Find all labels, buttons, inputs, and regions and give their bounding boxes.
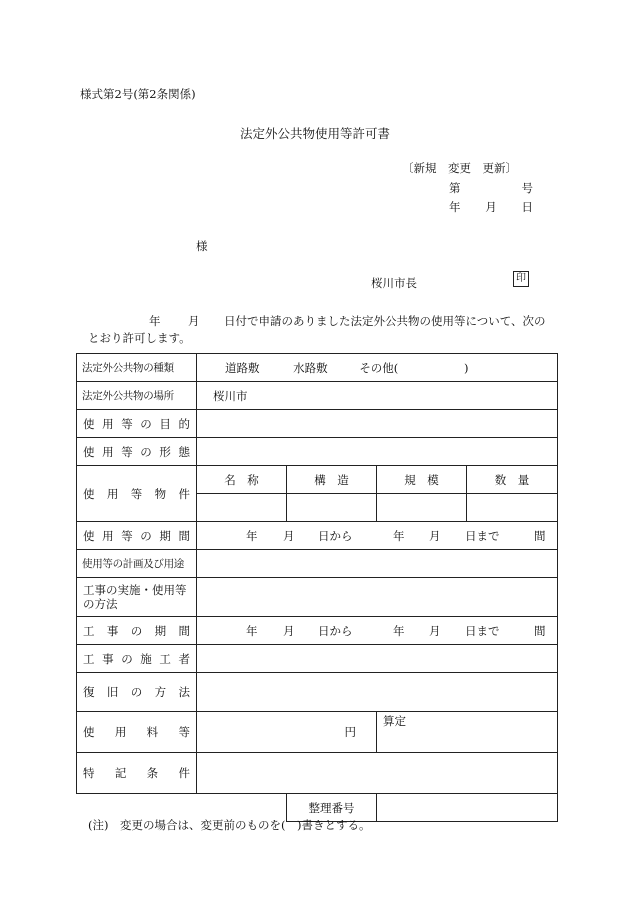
period-to-month: 月 xyxy=(429,528,441,543)
form-id: 様式第2号(第2条関係) xyxy=(80,87,196,101)
period-from-day: 日から xyxy=(318,528,353,543)
number-prefix: 第 xyxy=(449,181,461,195)
addressee: 様 xyxy=(196,239,208,253)
work-from-day: 日から xyxy=(318,623,353,638)
form-value[interactable] xyxy=(197,438,558,466)
structure-value[interactable] xyxy=(287,494,377,522)
fee-value[interactable] xyxy=(197,712,377,753)
table-row xyxy=(77,753,558,794)
work-to-day: 日まで xyxy=(465,623,500,638)
work-period-label: 工事の期間 xyxy=(77,617,197,645)
plan-value[interactable] xyxy=(197,550,558,578)
document-number xyxy=(449,180,533,196)
fee-calc-label: 算定 xyxy=(383,714,406,728)
fee-unit: 円 xyxy=(344,725,356,739)
col-structure: 構 造 xyxy=(287,466,377,494)
purpose-label: 使用等の目的 xyxy=(77,410,197,438)
table-row xyxy=(77,410,558,438)
kind-value[interactable] xyxy=(197,354,558,382)
method-value[interactable] xyxy=(197,578,558,617)
issuer: 桜川市長 xyxy=(371,276,417,290)
quantity-value[interactable] xyxy=(467,494,558,522)
form-label: 使用等の形態 xyxy=(77,438,197,466)
period-label: 使用等の期間 xyxy=(77,522,197,550)
period-to-day: 日まで xyxy=(465,528,500,543)
ref-label: 整理番号 xyxy=(287,794,377,822)
period-value[interactable] xyxy=(197,522,558,550)
purpose-value[interactable] xyxy=(197,410,558,438)
fee-label: 使用料等 xyxy=(77,712,197,753)
kind-option-water: 水路敷 xyxy=(293,360,328,375)
work-span: 間 xyxy=(534,623,546,638)
date-year: 年 xyxy=(449,200,461,214)
issue-date xyxy=(449,199,533,215)
period-span: 間 xyxy=(534,528,546,543)
table-row xyxy=(77,673,558,712)
permit-table xyxy=(76,353,558,822)
date-day: 日 xyxy=(521,200,533,214)
kind-option-close: ) xyxy=(463,360,469,375)
col-scale: 規 模 xyxy=(377,466,467,494)
period-from-month: 月 xyxy=(283,528,295,543)
application-types: 〔新規 変更 更新〕 xyxy=(402,161,517,175)
intro-line-2: とおり許可します。 xyxy=(88,331,191,345)
work-from-month: 月 xyxy=(283,623,295,638)
number-suffix: 号 xyxy=(521,181,533,195)
col-name: 名 称 xyxy=(197,466,287,494)
kind-option-road: 道路敷 xyxy=(225,360,260,375)
period-from-year: 年 xyxy=(246,528,258,543)
plan-label: 使用等の計画及び用途 xyxy=(77,550,197,578)
work-from-year: 年 xyxy=(246,623,258,638)
fee-calc[interactable] xyxy=(377,712,558,753)
intro-year: 年 xyxy=(149,314,161,328)
table-row xyxy=(77,550,558,578)
place-text: 桜川市 xyxy=(213,388,248,403)
table-row xyxy=(77,466,558,494)
intro-month: 月 xyxy=(188,314,200,328)
kind-label: 法定外公共物の種類 xyxy=(77,354,197,382)
table-row xyxy=(77,617,558,645)
restore-label: 復旧の方法 xyxy=(77,673,197,712)
contractor-label: 工事の施工者 xyxy=(77,645,197,673)
table-row xyxy=(77,522,558,550)
ref-value[interactable] xyxy=(377,794,558,822)
document-title: 法定外公共物使用等許可書 xyxy=(239,126,390,141)
table-row xyxy=(77,712,558,753)
table-row xyxy=(77,354,558,382)
contractor-value[interactable] xyxy=(197,645,558,673)
special-label: 特記条件 xyxy=(77,753,197,794)
seal-mark: 印 xyxy=(513,271,529,287)
place-value[interactable] xyxy=(197,382,558,410)
table-row xyxy=(77,382,558,410)
restore-value[interactable] xyxy=(197,673,558,712)
special-value[interactable] xyxy=(197,753,558,794)
table-row xyxy=(77,645,558,673)
work-period-value[interactable] xyxy=(197,617,558,645)
scale-value[interactable] xyxy=(377,494,467,522)
table-row xyxy=(77,438,558,466)
period-to-year: 年 xyxy=(393,528,405,543)
table-row xyxy=(77,578,558,617)
place-label: 法定外公共物の場所 xyxy=(77,382,197,410)
intro-text: 日付で申請のありました法定外公共物の使用等について、次の xyxy=(224,314,546,328)
col-quantity: 数 量 xyxy=(467,466,558,494)
method-label: 工事の実施・使用等の方法 xyxy=(77,578,197,617)
work-to-month: 月 xyxy=(429,623,441,638)
date-month: 月 xyxy=(485,200,497,214)
work-to-year: 年 xyxy=(393,623,405,638)
name-value[interactable] xyxy=(197,494,287,522)
objects-label: 使用等物件 xyxy=(77,466,197,522)
kind-option-other: その他( xyxy=(359,360,399,375)
footnote: (注) 変更の場合は、変更前のものを( )書きとする。 xyxy=(88,818,371,832)
